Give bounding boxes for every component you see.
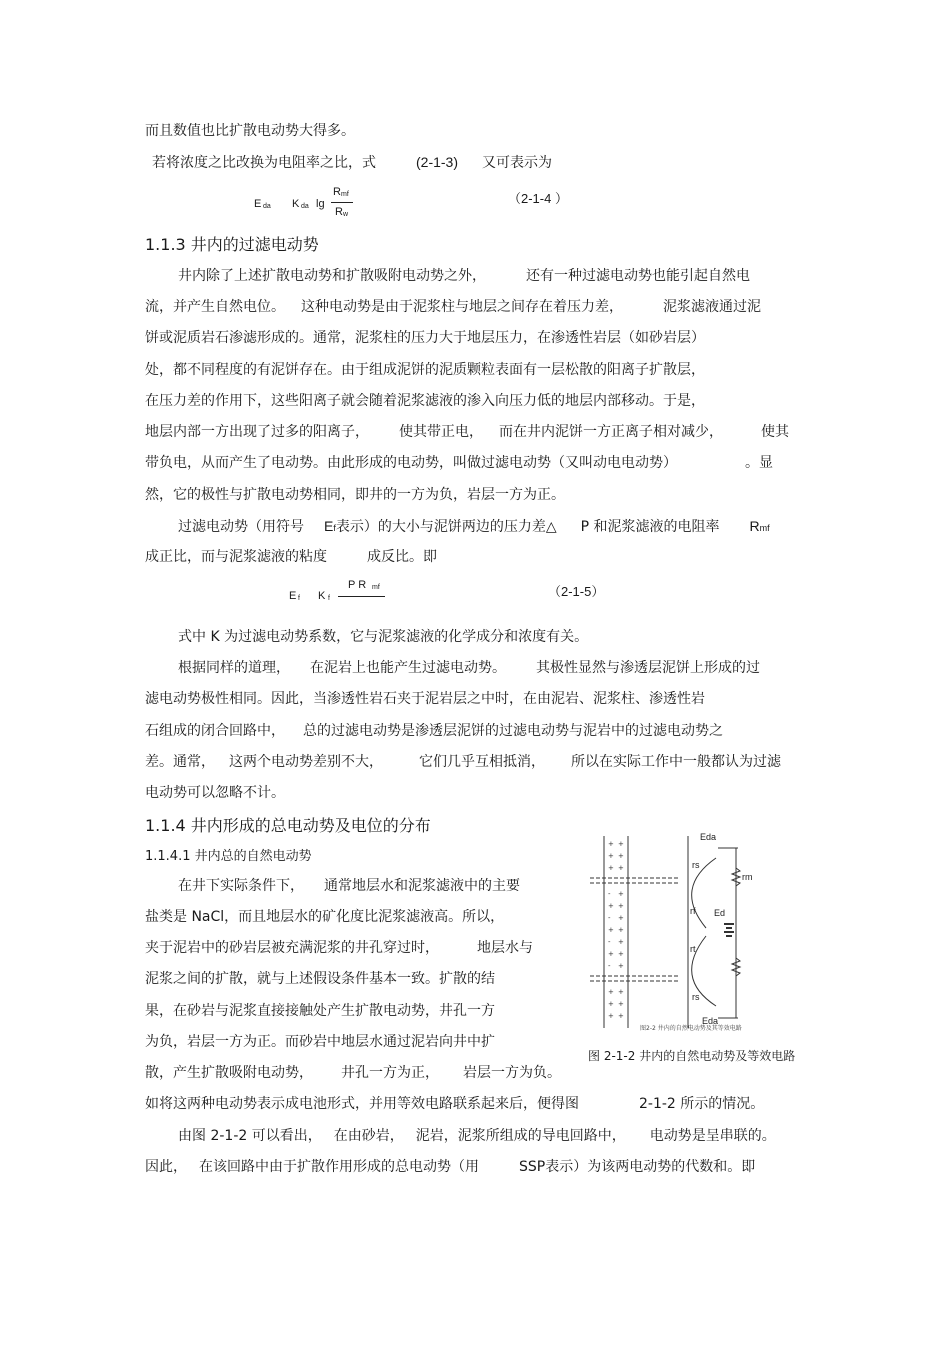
figure-borehole-circuit [588, 828, 818, 1033]
text-span: 这种电动势是由于泥浆柱与地层之间存在着压力差， [301, 299, 623, 315]
eq-subscript: da [263, 203, 271, 210]
svg-text:-: - [608, 938, 611, 946]
text-span: 总的过滤电动势是渗透层泥饼的过滤电动势与泥岩中的过滤电动势之 [303, 723, 723, 739]
text-line [145, 298, 761, 316]
equation-reference: (2-1-3) [416, 154, 459, 170]
text-line: 饼或泥质岩石渗滤形成的。通常，泥浆柱的压力大于地层压力，在渗透性岩层（如砂岩层） [145, 330, 705, 346]
text-span: SSP表示）为该两电动势的代数和。即 [519, 1159, 756, 1175]
text-line [178, 267, 750, 285]
svg-text:+: + [608, 926, 614, 934]
text-span: 使其带正电， [399, 424, 483, 440]
equation-number: （2-1-5） [548, 584, 605, 599]
text-line [145, 1095, 764, 1113]
svg-text:+: + [608, 852, 614, 860]
text-span: 在井下实际条件下， [178, 878, 304, 894]
text-line [152, 153, 552, 172]
text-span: 还有一种过滤电动势也能引起自然电 [526, 268, 750, 284]
equation-number: （2-1-4 ） [508, 191, 568, 206]
text-span: 成反比。即 [367, 549, 437, 565]
svg-text:+: + [618, 890, 624, 898]
fraction-bar [331, 202, 353, 203]
figure-caption: 图 2-1-2 井内的自然电动势及等效电路 [588, 1049, 796, 1063]
text-line [145, 423, 789, 441]
svg-text:+: + [608, 1000, 614, 1008]
text-span: 泥浆滤液通过泥 [663, 299, 761, 315]
text-line: 为负，岩层一方为正。而砂岩中地层水通过泥岩向井中扩 [145, 1034, 495, 1050]
eq-numerator: P R [348, 579, 367, 591]
text-span: 表示）的大小与泥饼两边的压力差△ [335, 519, 557, 535]
label-rt: rt [690, 944, 696, 954]
label-rm: rm [742, 872, 753, 882]
eq-subscript: mf [372, 584, 380, 591]
svg-text:+: + [618, 988, 624, 996]
text-span: 2-1-2 所示的情况。 [639, 1096, 765, 1112]
text-span: 夹于泥岩中的砂岩层被充满泥浆的井孔穿过时， [145, 940, 439, 956]
text-span: 石组成的闭合回路中， [145, 723, 285, 739]
text-line [145, 1064, 561, 1082]
text-span: 散，产生扩散吸附电动势， [145, 1065, 313, 1081]
text-line: 在压力差的作用下，这些阳离子就会随着泥浆滤液的渗入向压力低的地层内部移动。于是， [145, 393, 705, 409]
text-span: 泥岩， [415, 1128, 458, 1144]
text-line [178, 517, 770, 537]
text-span: 若将浓度之比改换为电阻率之比，式 [152, 155, 376, 171]
text-line: 式中 K 为过滤电动势系数，它与泥浆滤液的化学成分和浓度有关。 [178, 629, 589, 645]
svg-text:-: - [608, 890, 611, 898]
text-span: 过滤电动势（用符号 [178, 519, 304, 535]
section-heading: 1.1.3 井内的过滤电动势 [145, 235, 319, 254]
circuit-diagram [588, 828, 818, 1033]
text-span: 在泥岩上也能产生过滤电动势。 [310, 660, 506, 676]
svg-text:+: + [618, 926, 624, 934]
subsection-heading: 1.1.4.1 井内总的自然电动势 [145, 849, 312, 864]
svg-text:+: + [618, 914, 624, 922]
text-span: 泥浆所组成的导电回路中， [457, 1128, 626, 1144]
text-span: 带负电，从而产生了电动势。由此形成的电动势，叫做过滤电动势（又叫动电电动势） [145, 455, 677, 471]
text-span: 成正比，而与泥浆滤液的粘度 [145, 549, 327, 565]
text-span: 由图 2-1-2 可以看出， [178, 1128, 322, 1144]
svg-text:+: + [608, 902, 614, 910]
svg-text:+: + [618, 938, 624, 946]
svg-text:+: + [618, 950, 624, 958]
svg-text:+: + [608, 988, 614, 996]
text-span: 其极性显然与渗透层泥饼上形成的过 [536, 660, 760, 676]
svg-text:+: + [618, 1000, 624, 1008]
text-span: 岩层一方为负。 [463, 1065, 561, 1081]
svg-text:+: + [618, 902, 624, 910]
svg-text:+: + [608, 840, 614, 848]
text-span: 差。通常， [145, 754, 215, 770]
text-span: 这两个电动势差别不大， [229, 754, 383, 770]
text-span: 根据同样的道理， [178, 660, 290, 676]
label-Ed: Ed [714, 908, 726, 918]
text-span: 电动势是呈串联的。 [649, 1128, 776, 1144]
eq-symbol-E: E [254, 198, 262, 210]
text-line: 而且数值也比扩散电动势大得多。 [145, 123, 355, 139]
text-span: 通常地层水和泥浆滤液中的主要 [324, 878, 520, 894]
text-line: 然，它的极性与扩散电动势相同，即井的一方为负，岩层一方为正。 [145, 487, 565, 503]
text-span: 地层水与 [477, 940, 533, 956]
label-rs-bottom: rs [692, 992, 700, 1002]
eq-symbol-K: K [318, 590, 326, 602]
text-line [145, 1158, 755, 1176]
eq-subscript: da [301, 203, 309, 210]
eq-subscript: f [298, 595, 300, 602]
text-line [145, 753, 781, 771]
label-rf: rf [690, 906, 696, 916]
svg-text:+: + [618, 962, 624, 970]
eq-symbol-K: K [292, 198, 300, 210]
svg-text:+: + [608, 950, 614, 958]
text-span: 它们几乎互相抵消， [419, 754, 545, 770]
text-span: 在该回路中由于扩散作用形成的总电动势（用 [199, 1159, 479, 1175]
text-span: 流，并产生自然电位。 [145, 299, 285, 315]
text-line [145, 939, 533, 957]
text-span: 在由砂岩， [333, 1128, 404, 1144]
label-Eda-bottom: Eda [702, 1016, 719, 1026]
text-span: 井孔一方为正， [341, 1065, 439, 1081]
figure-inner-caption: 图2-2 井内的自然电动势及其等效电路 [640, 1025, 742, 1032]
svg-text:+: + [618, 840, 624, 848]
eq-subscript: mf [341, 191, 349, 198]
text-span: 。显 [745, 455, 773, 471]
text-span: 地层内部一方出现了过多的阳离子， [145, 424, 369, 440]
text-span: 如将这两种电动势表示成电池形式，并用等效电路联系起来后，便得图 [145, 1096, 579, 1112]
svg-text:-: - [608, 914, 611, 922]
text-line: 果，在砂岩与泥浆直接接触处产生扩散电动势，井孔一方 [145, 1003, 495, 1019]
text-span: 使其 [761, 424, 789, 440]
text-line [178, 1127, 776, 1145]
svg-text:+: + [618, 864, 624, 872]
symbol-Rmf: Rmf [749, 518, 770, 534]
eq-symbol-E: E [289, 590, 297, 602]
text-span: 而在井内泥饼一方正离子相对减少， [499, 424, 723, 440]
text-line: 滤电动势极性相同。因此，当渗透性岩石夹于泥岩层之中时，在由泥岩、泥浆柱、渗透性岩 [145, 691, 705, 707]
text-span: 又可表示为 [482, 155, 553, 171]
fraction-bar [338, 596, 385, 597]
text-line: 处，都不同程度的有泥饼存在。由于组成泥饼的泥质颗粒表面有一层松散的阳离子扩散层， [145, 362, 705, 378]
text-line [145, 548, 437, 566]
text-span: 因此， [145, 1159, 187, 1175]
svg-text:-: - [608, 962, 611, 970]
text-line [145, 722, 723, 740]
svg-text:+: + [618, 1012, 624, 1020]
text-line: 电动势可以忽略不计。 [145, 785, 285, 801]
eq-lg: lg [316, 198, 325, 210]
eq-subscript: w [343, 211, 349, 218]
text-line [145, 454, 773, 472]
symbol-Ef: Ef [324, 518, 336, 534]
svg-text:+: + [618, 852, 624, 860]
text-line [178, 877, 520, 895]
label-Eda-top: Eda [700, 832, 717, 842]
eq-subscript: f [328, 595, 330, 602]
text-line [178, 659, 760, 677]
eq-numerator: R [333, 186, 341, 198]
text-span: 所以在实际工作中一般都认为过滤 [571, 754, 781, 770]
text-line: 盐类是 NaCl，而且地层水的矿化度比泥浆滤液高。所以， [145, 909, 505, 925]
text-line: 泥浆之间的扩散，就与上述假设条件基本一致。扩散的结 [145, 971, 495, 987]
text-span: 井内除了上述扩散电动势和扩散吸附电动势之外， [178, 268, 486, 284]
svg-text:+: + [608, 1012, 614, 1020]
section-heading: 1.1.4 井内形成的总电动势及电位的分布 [145, 816, 431, 835]
label-rs-top: rs [692, 860, 700, 870]
svg-text:+: + [608, 864, 614, 872]
text-span: P 和泥浆滤液的电阻率 [580, 519, 720, 535]
eq-denominator: R [335, 206, 343, 218]
